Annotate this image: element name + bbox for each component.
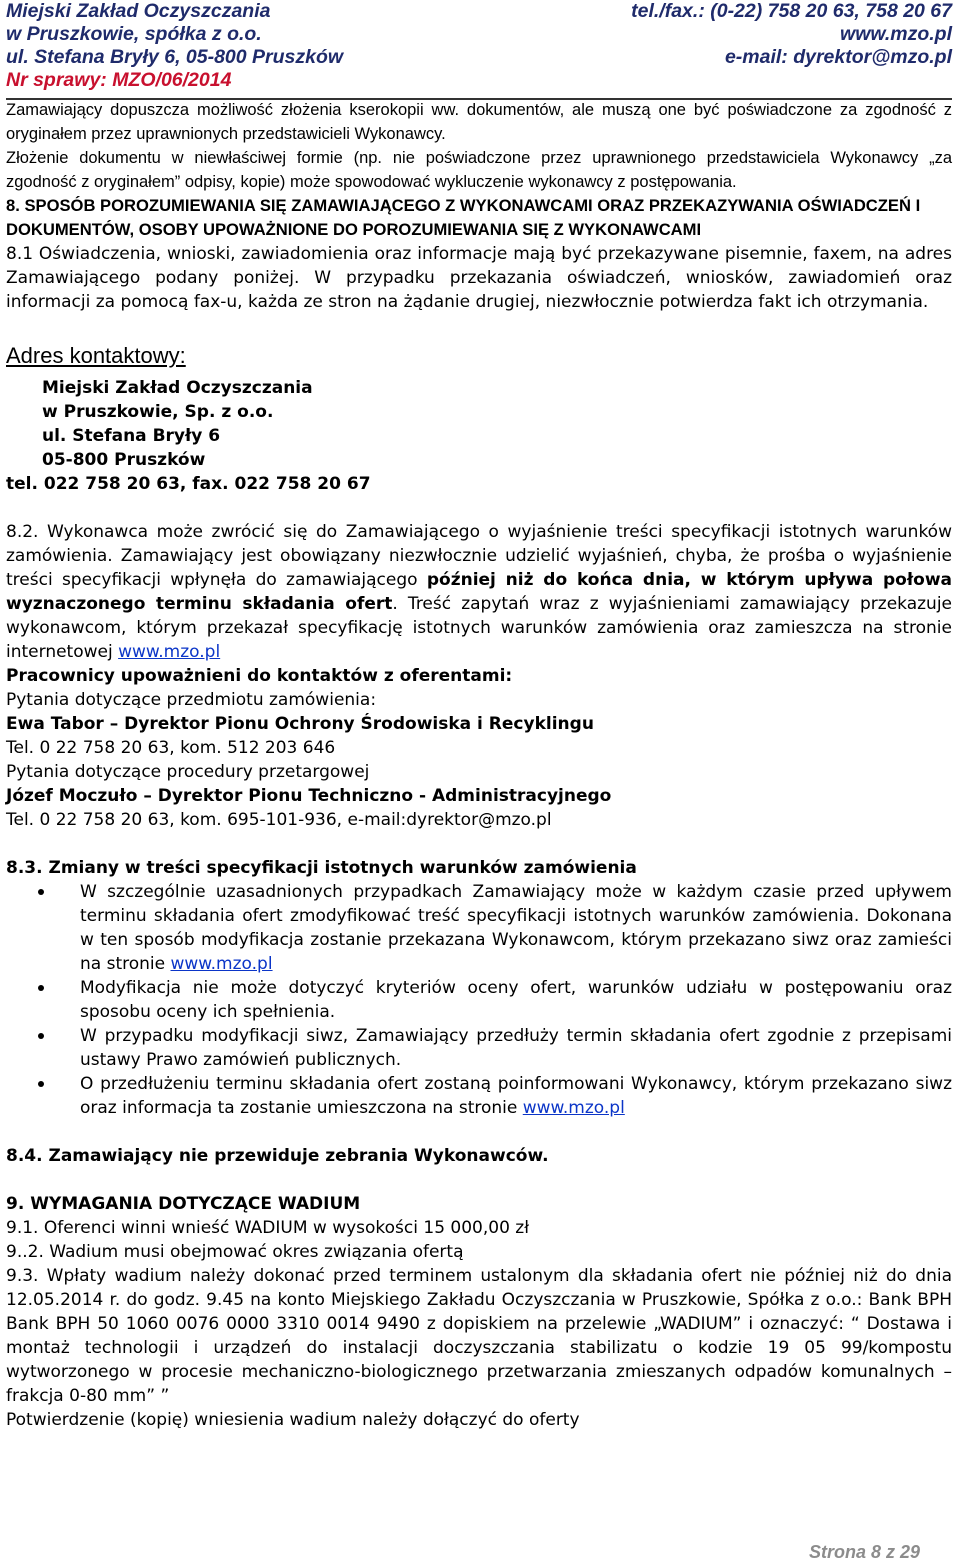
page-header: [6, 0, 952, 100]
section-8-1-paragraph: 8.1 Oświadczenia, wnioski, zawiadomienia oraz informacje mają być przekazywane pisemnie, faxem, na adres Zamawiającego podany poniżej. W przypadku przekazania oświadczeń, wniosków, zawiadomień oraz informacji za pomocą fax-u, każda ze stron na żądanie drugiej, niezwłocznie potwierdza fakt ich otrzymania.: [6, 244, 952, 312]
document-body: [6, 98, 952, 1432]
section-8-2-text-a: 8.2. Wykonawca może zwrócić się do Zamawiającego o wyjaśnienie treści specyfikacji istotnych warunków zamówienia. Zamawiający jest obowiązany niezwłocznie udzielić wyjaśnień, chyba, że prośba o wyjaśnienie treści specyfikacji wpłynęła do zamawiającego: [6, 522, 952, 590]
bullet-icon: [38, 985, 44, 991]
website-link[interactable]: www.mzo.pl: [118, 642, 221, 662]
contact-line-2: w Pruszkowie, Sp. z o.o.: [42, 402, 274, 422]
list-item: [6, 976, 952, 1024]
intro-paragraph-2: Złożenie dokumentu w niewłaściwej formie (np. nie poświadczone przez uprawnionego przedstawiciela Wykonawcy „za zgodność z oryginałem” odpisy, kopie) może spowodować wykluczenie wykonawcy z postępowania.: [6, 149, 952, 191]
contact-line-1: Miejski Zakład Oczyszczania: [42, 378, 313, 398]
intro-paragraph-1: Zamawiający dopuszcza możliwość złożenia kserokopii ww. dokumentów, ale muszą one być poświadczone za zgodność z oryginałem przez uprawnionych przedstawicieli Wykonawcy.: [6, 101, 952, 143]
section-9-3: 9.3. Wpłaty wadium należy dokonać przed terminem ustalonym dla składania ofert nie później niż do dnia 12.05.2014 r. do godz. 9.45 na konto Miejskiego Zakładu Oczyszczania w Pruszkowie, Spółka z o.o.: Bank BPH Bank BPH 50 1060 0076 0000 3310 0014 9490 z dopiskiem na przelewie „WADIUM” i oznaczyć: “ Dostawa i montaż technologii i urządzeń do instalacji doczyszczania stabilizatu o kodzie 19 05 99/kompostu wytworzonego w procesie mechaniczno-biologicznego przetwarzania zmieszanych odpadów komunalnych – frakcja 0-80 mm” ”: [6, 1266, 952, 1406]
website-link[interactable]: www.mzo.pl: [170, 954, 273, 974]
section-8-2-deadline: później niż do końca dnia, w którym upływa połowa wyznaczonego terminu składania ofert: [6, 570, 952, 614]
contact-person-1: Ewa Tabor – Dyrektor Pionu Ochrony Środowiska i Recyklingu: [6, 714, 594, 734]
header-website[interactable]: www.mzo.pl: [840, 23, 952, 45]
section-8-4: 8.4. Zamawiający nie przewiduje zebrania Wykonawców.: [6, 1146, 549, 1166]
bullet-icon: [38, 1033, 44, 1039]
section-8-2-paragraph: [6, 520, 952, 664]
list-item: [6, 1072, 952, 1120]
question-subject-label: Pytania dotyczące przedmiotu zamówienia:: [6, 690, 377, 710]
list-item-text: W przypadku modyfikacji siwz, Zamawiający przedłuży termin składania ofert zgodnie z przepisami ustawy Prawo zamówień publicznych.: [80, 1026, 952, 1070]
section-9-4: Potwierdzenie (kopię) wniesienia wadium należy dołączyć do oferty: [6, 1410, 580, 1430]
page-number: Strona 8 z 29: [808, 1542, 920, 1562]
section-8-3-title: 8.3. Zmiany w treści specyfikacji istotnych warunków zamówienia: [6, 858, 637, 878]
header-case-number: Nr sprawy: MZO/06/2014: [6, 69, 232, 91]
contact-person-2-phone: Tel. 0 22 758 20 63, kom. 695-101-936, e-mail:dyrektor@mzo.pl: [6, 810, 552, 830]
website-link[interactable]: www.mzo.pl: [522, 1098, 625, 1118]
section-8-3-list: [6, 880, 952, 1120]
section-9-title: 9. WYMAGANIA DOTYCZĄCE WADIUM: [6, 1194, 361, 1214]
bullet-icon: [38, 889, 44, 895]
section-8-2-text-b: . Treść zapytań wraz z wyjaśnieniami zamawiający przekazuje wykonawcom, którym przekazał specyfikację istotnych warunków zamówienia oraz zamieszcza na stronie internetowej: [6, 594, 953, 662]
bullet-icon: [38, 1081, 44, 1087]
section-8-title: 8. SPOSÓB POROZUMIEWANIA SIĘ ZAMAWIAJĄCEGO Z WYKONAWCAMI ORAZ PRZEKAZYWANIA OŚWIADCZEŃ I DOKUMENTÓW, OSOBY UPOWAŻNIONE DO POROZUMIEWANIA SIĘ Z WYKONAWCAMI: [6, 196, 921, 239]
contact-line-4: 05-800 Pruszków: [42, 450, 206, 470]
list-item-text: O przedłużeniu terminu składania ofert zostaną poinformowani Wykonawcy, którym przekazano siwz oraz informacja ta zostanie umieszczona na stronie: [80, 1074, 952, 1118]
section-9-1: 9.1. Oferenci winni wnieść WADIUM w wysokości 15 000,00 zł: [6, 1218, 530, 1238]
header-address: ul. Stefana Bryły 6, 05-800 Pruszków: [6, 46, 344, 68]
staff-title: Pracownicy upoważnieni do kontaktów z oferentami:: [6, 666, 513, 686]
contact-person-2: Józef Moczuło – Dyrektor Pionu Techniczno - Administracyjnego: [6, 786, 612, 806]
header-company-name: Miejski Zakład Oczyszczania: [6, 0, 271, 22]
contact-person-1-phone: Tel. 0 22 758 20 63, kom. 512 203 646: [6, 738, 336, 758]
list-item: [6, 1024, 952, 1072]
contact-line-3: ul. Stefana Bryły 6: [42, 426, 221, 446]
contact-phone: tel. 022 758 20 63, fax. 022 758 20 67: [6, 474, 371, 494]
list-item-text: Modyfikacja nie może dotyczyć kryteriów oceny ofert, warunków udziału w postępowaniu oraz sposobu oceny ich spełnienia.: [80, 978, 952, 1022]
contact-heading: Adres kontaktowy:: [6, 343, 186, 368]
list-item: [6, 880, 952, 976]
question-procedure-label: Pytania dotyczące procedury przetargowej: [6, 762, 370, 782]
list-item-text: W szczególnie uzasadnionych przypadkach Zamawiający może w każdym czasie przed upływem terminu składania ofert zmodyfikować treść specyfikacji istotnych warunków zamówienia. Dokonana w ten sposób modyfikacja zostanie przekazana Wykonawcom, którym przekazano siwz oraz zamieści na stronie: [80, 882, 952, 974]
header-email[interactable]: e-mail: dyrektor@mzo.pl: [724, 46, 952, 68]
section-9-2: 9..2. Wadium musi obejmować okres związania ofertą: [6, 1242, 464, 1262]
header-phone: tel./fax.: (0-22) 758 20 63, 758 20 67: [631, 0, 952, 22]
header-company-location: w Pruszkowie, spółka z o.o.: [6, 23, 262, 45]
